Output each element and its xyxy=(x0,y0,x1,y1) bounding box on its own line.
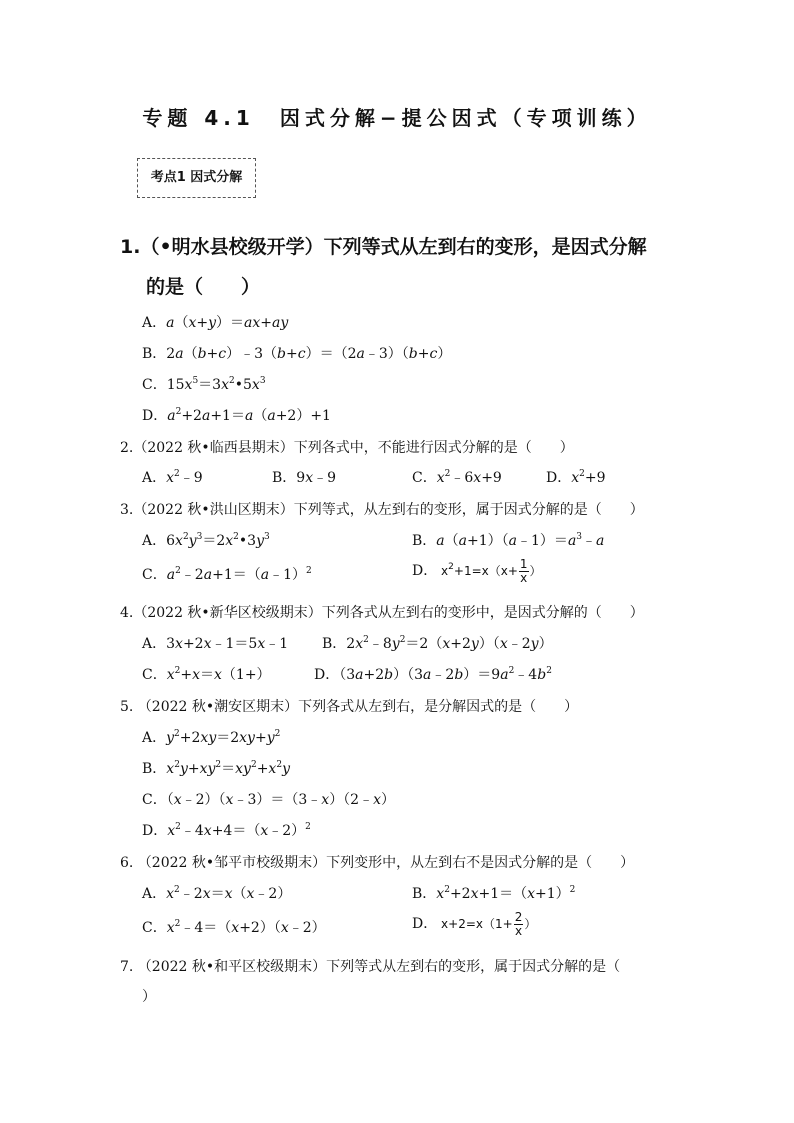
question-2-option-a: A．$x^2﹣9$ xyxy=(142,469,203,486)
question-3-option-c: C．$a^2﹣2a+1=(a﹣1)^2$ xyxy=(142,566,312,583)
question-7-line-2: ） xyxy=(142,989,156,1005)
question-3-stem: 3.（2022 秋•洪山区期末）下列等式，从左到右的变形，属于因式分解的是（ ） xyxy=(120,502,644,518)
question-6-stem: 6. （2022 秋•邹平市校级期末）下列变形中，从左到右不是因式分解的是（ ） xyxy=(120,855,635,871)
question-4-stem: 4.（2022 秋•新华区校级期末）下列各式从左到右的变形中，是因式分解的（ ） xyxy=(120,605,644,621)
section-tag: 考点1 因式分解 xyxy=(137,158,256,198)
question-6-option-c: C．$x^2﹣4=(x+2)(x﹣2)$ xyxy=(142,919,326,936)
question-6-option-d: D． x+2=x（1+ $\frac{2}{x}$ ） xyxy=(412,910,537,938)
question-3-option-b: B．$a(a+1)(a﹣1)=a^3﹣a$ xyxy=(412,532,605,549)
question-5-option-d: D．$x^2﹣4x+4=(x﹣2)^2$ xyxy=(142,822,311,839)
question-5-option-a: A．$y^2+2xy=2xy+y^2$ xyxy=(142,729,281,746)
question-4-option-a: A．3x+2x﹣1＝5x﹣1 xyxy=(142,636,289,652)
question-1-option-b: B．2a（b+c）﹣3（b+c）＝（2a﹣3）（b+c） xyxy=(142,346,452,362)
question-5-option-b: B．$x^2y+xy^2=xy^2+x^2y$ xyxy=(142,760,290,777)
question-2-option-b: B．9x﹣9 xyxy=(272,470,337,486)
question-6-option-a: A．$x^2﹣2x=x(x﹣2)$ xyxy=(142,885,292,902)
question-4-option-d: D．$(3a+2b)(3a﹣2b)=9a^2﹣4b^2$ xyxy=(314,666,552,683)
question-6-option-b: B．$x^2+2x+1=(x+1)^2$ xyxy=(412,885,576,902)
question-1-line-1: 1.（•明水县校级开学）下列等式从左到右的变形，是因式分解 xyxy=(120,236,647,258)
question-7-line-1: 7. （2022 秋•和平区校级期末）下列等式从左到右的变形，属于因式分解的是（ xyxy=(120,959,621,975)
question-3-option-d: D． $x^2+1=x(x+$ $\frac{1}{x}$ ） xyxy=(412,557,542,585)
question-1-option-d: D．$a^2+2a+1=a(a+2)+1$ xyxy=(142,407,331,424)
question-2-option-d: D．$x^2+9$ xyxy=(546,469,606,486)
question-4-option-b: B．$2x^2﹣8y^2=2(x+2y)(x﹣2y)$ xyxy=(322,635,553,652)
question-3-option-a: A．$6x^2y^3=2x^2•3y^3$ xyxy=(142,532,270,549)
question-2-stem: 2.（2022 秋•临西县期末）下列各式中，不能进行因式分解的是（ ） xyxy=(120,440,574,456)
question-5-stem: 5. （2022 秋•潮安区期末）下列各式从左到右，是分解因式的是（ ） xyxy=(120,699,579,715)
question-5-option-c: C．（x﹣2）（x﹣3）＝（3﹣x）（2﹣x） xyxy=(142,792,396,808)
question-1-option-a: A．a（x+y）＝ax+ay xyxy=(142,315,289,331)
question-2-option-c: C．$x^2﹣6x+9$ xyxy=(412,469,502,486)
question-4-option-c: C．$x^2+x=x(1+)$ xyxy=(142,666,271,683)
question-1-line-2: 的是（ ） xyxy=(146,276,261,298)
question-1-option-c: C．$15x^5=3x^2•5x^3$ xyxy=(142,376,266,393)
page-title: 专题 4.1 因式分解−提公因式（专项训练） xyxy=(142,106,652,130)
